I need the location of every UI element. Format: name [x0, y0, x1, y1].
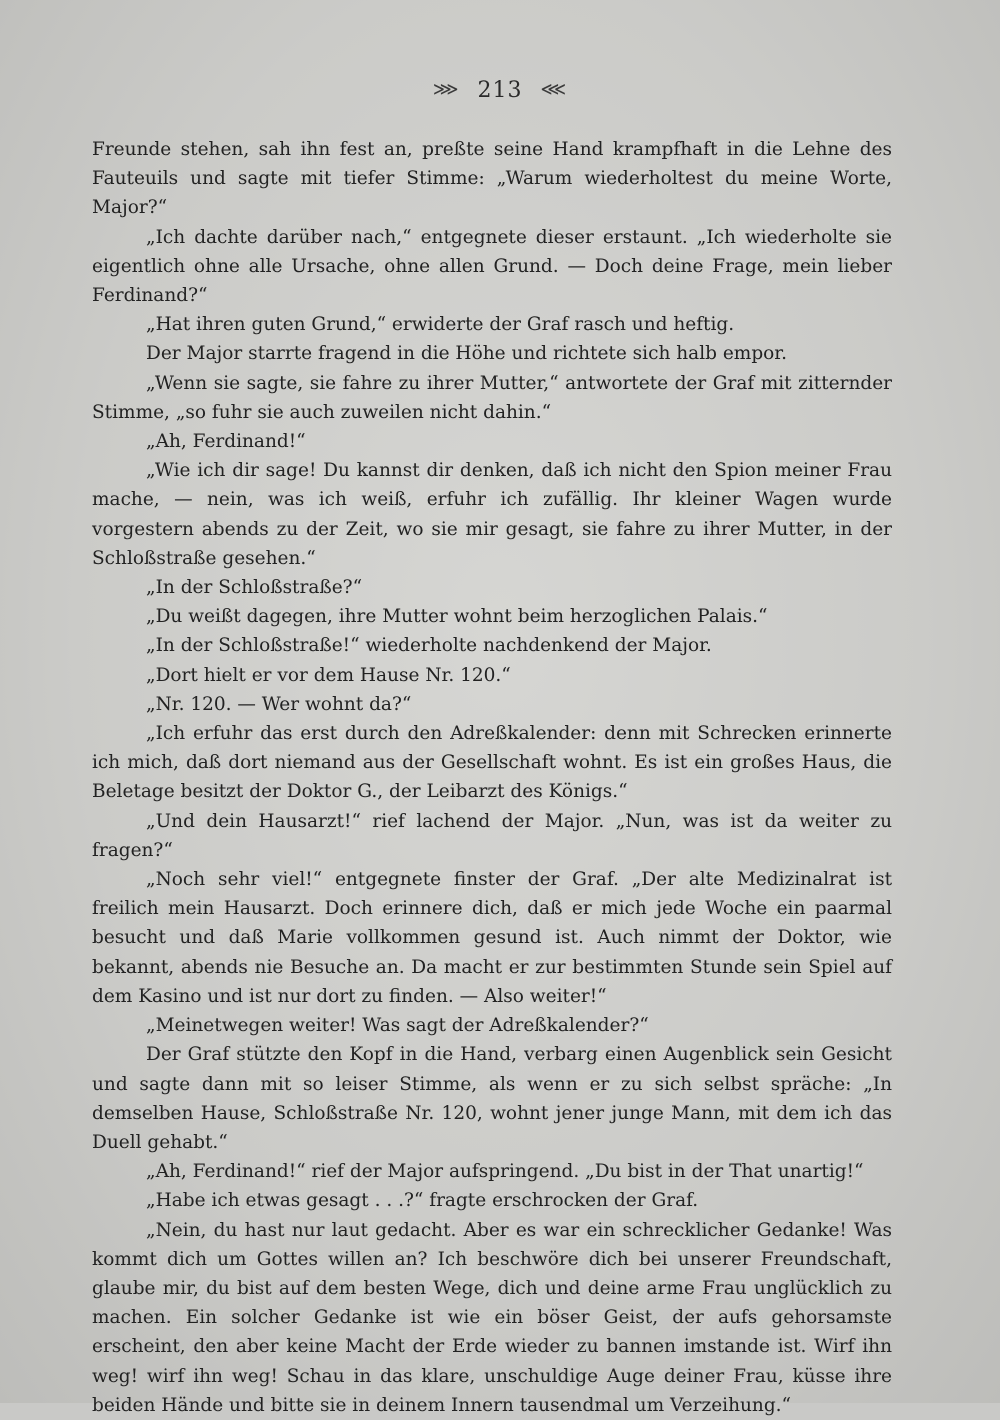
- paragraph: „Und dein Hausarzt!“ rief lachend der Major. „Nun, was ist da weiter zu fragen?“: [92, 810, 892, 861]
- paragraph: Der Major starrte fragend in die Höhe und richtete sich halb empor.: [146, 343, 787, 365]
- paragraph: „In der Schloßstraße?“: [146, 577, 363, 599]
- paragraph: „Nein, du hast nur laut gedacht. Aber es war ein schrecklicher Gedanke! Was kommt dich um Gottes willen an? Ich beschwöre dich bei unserer Freundschaft, glaube mir, du bist auf dem besten Wege, dich und deine arme Frau unglücklich zu machen. Ein solcher Gedanke ist wie ein böser Geist, der aufs gehorsamste erscheint, den aber keine Macht der Erde wieder zu bannen imstande ist. Wirf ihn weg! wirf ihn weg! Schau in das klare, unschuldige Auge deiner Frau, küsse ihre beiden Hände und bitte sie in deinem Innern tausendmal um Verzeihung.“: [92, 1219, 892, 1416]
- left-ornament-icon: ⋙: [432, 79, 460, 100]
- paragraph: „Habe ich etwas gesagt . . .?“ fragte erschrocken der Graf.: [146, 1190, 699, 1212]
- paragraph: „Du weißt dagegen, ihre Mutter wohnt beim herzoglichen Palais.“: [146, 606, 768, 628]
- paragraph: Freunde stehen, sah ihn fest an, preßte seine Hand krampfhaft in die Lehne des Fauteuils und sagte mit tiefer Stimme: „Warum wiederholtest du meine Worte, Major?“: [92, 139, 892, 219]
- paragraph: „Ich dachte darüber nach,“ entgegnete dieser erstaunt. „Ich wiederholte sie eigentlich ohne alle Ursache, ohne allen Grund. — Doch deine Frage, mein lieber Ferdinand?“: [92, 226, 892, 307]
- page-header: [0, 78, 1000, 103]
- paragraph: „Wie ich dir sage! Du kannst dir denken, daß ich nicht den Spion meiner Frau mache, — nein, was ich weiß, erfuhr ich zufällig. Ihr kleiner Wagen wurde vorgestern abends zu der Zeit, wo sie mir gesagt, sie fahre zu ihrer Mutter, in der Schloßstraße gesehen.“: [92, 460, 892, 569]
- paragraph: „Noch sehr viel!“ entgegnete finster der Graf. „Der alte Medizinalrat ist freilich mein Hausarzt. Doch erinnere dich, daß er mich jede Woche ein paarmal besucht und daß Marie vollkommen gesund ist. Auch nimmt der Doktor, wie bekannt, abends nie Besuche an. Da macht er zur bestimmten Stunde sein Spiel auf dem Kasino und ist nur dort zu finden. — Also weiter!“: [92, 869, 892, 1007]
- paragraph: Der Graf stützte den Kopf in die Hand, verbarg einen Augenblick sein Gesicht und sagte dann mit so leiser Stimme, als wenn er zu sich selbst spräche: „In demselben Hause, Schloßstraße Nr. 120, wohnt jener junge Mann, mit dem ich das Duell gehabt.“: [92, 1044, 892, 1153]
- paragraph: „Ich erfuhr das erst durch den Adreßkalender: denn mit Schrecken erinnerte ich mich, daß dort niemand aus der Gesellschaft wohnt. Es ist ein großes Haus, die Beletage besitzt der Doktor G., der Leibarzt des Königs.“: [92, 723, 892, 803]
- paragraph: „Meinetwegen weiter! Was sagt der Adreßkalender?“: [146, 1015, 649, 1037]
- paragraph: „Hat ihren guten Grund,“ erwiderte der Graf rasch und heftig.: [146, 314, 735, 336]
- page-number: 213: [477, 78, 523, 103]
- paragraph: „Ah, Ferdinand!“ rief der Major aufspringend. „Du bist in der That unartig!“: [146, 1161, 864, 1183]
- paragraph: „Dort hielt er vor dem Hause Nr. 120.“: [146, 664, 511, 686]
- body-text: [92, 135, 892, 1420]
- paragraph: „Ah, Ferdinand!“: [146, 431, 306, 453]
- paragraph: „Nr. 120. — Wer wohnt da?“: [146, 693, 412, 715]
- right-ornament-icon: ⋘: [540, 79, 568, 100]
- paragraph: „Wenn sie sagte, sie fahre zu ihrer Mutter,“ antwortete der Graf mit zitternder Stimme, „so fuhr sie auch zuweilen nicht dahin.“: [92, 372, 892, 423]
- paragraph: „In der Schloßstraße!“ wiederholte nachdenkend der Major.: [146, 635, 712, 657]
